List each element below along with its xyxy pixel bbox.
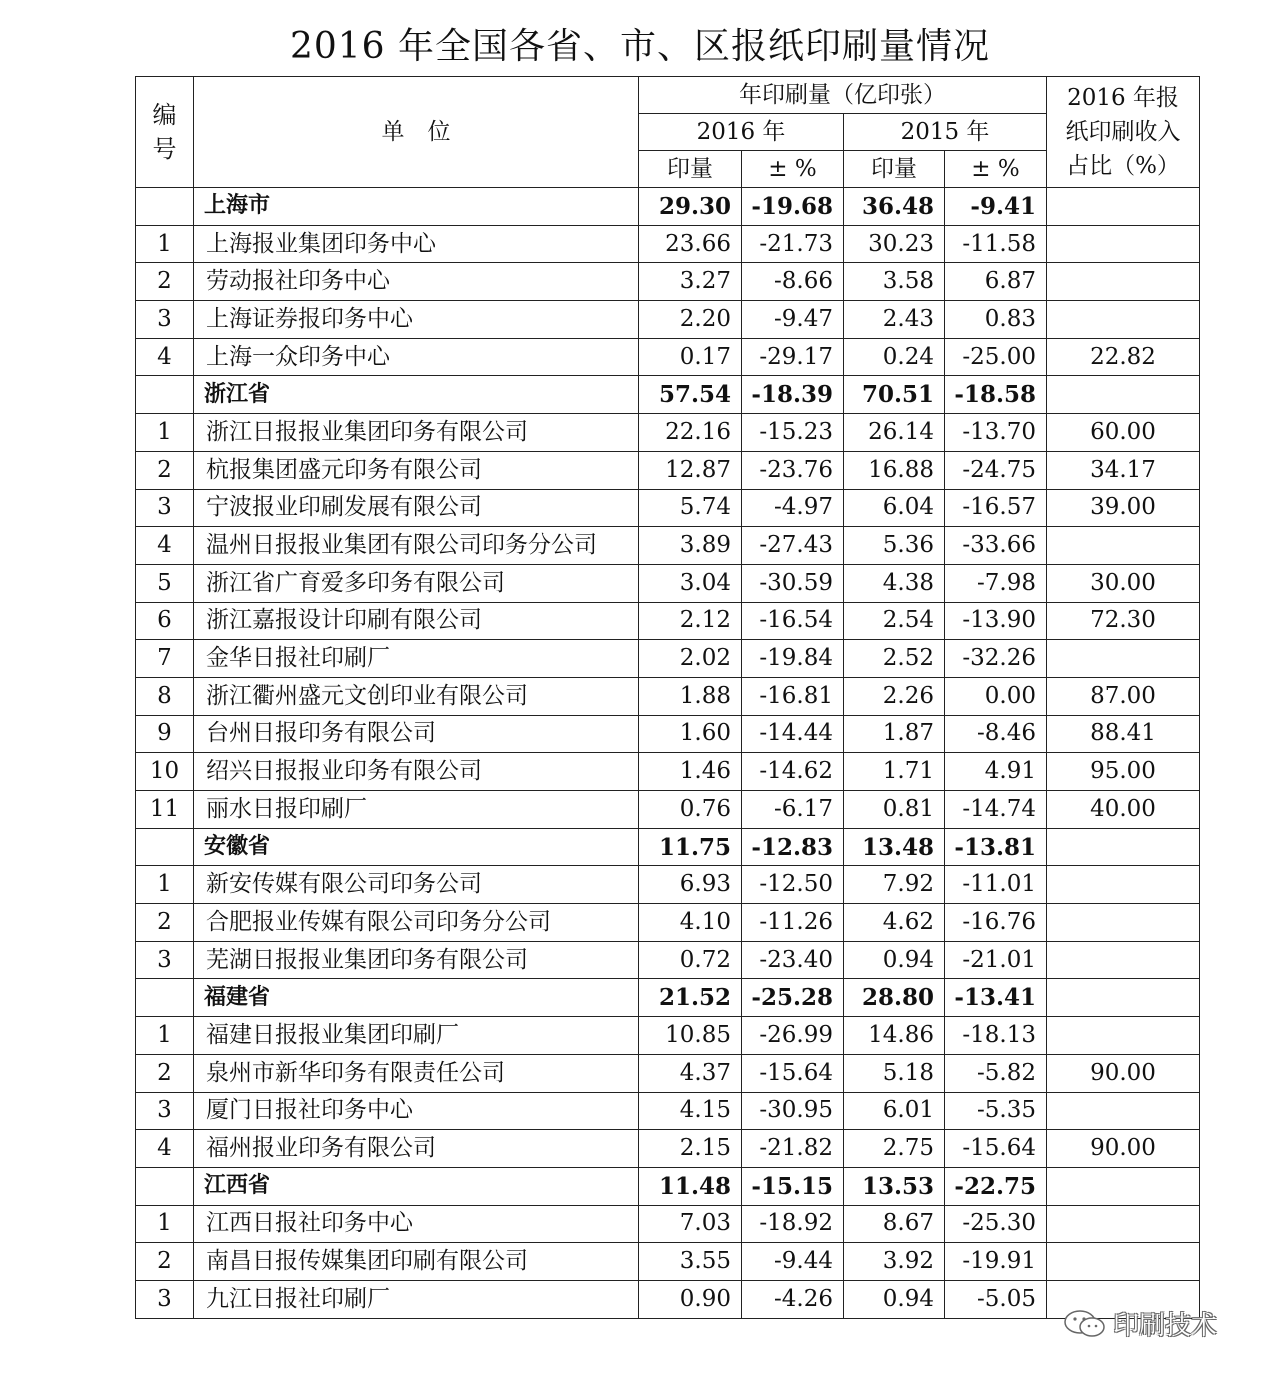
cell-print-2015: 8.67: [844, 1205, 945, 1243]
cell-print-2016: 2.12: [639, 602, 742, 640]
cell-no: 8: [136, 677, 194, 715]
cell-change-2015: -33.66: [945, 527, 1047, 565]
cell-print-2016: 5.74: [639, 489, 742, 527]
cell-change-2016: -30.95: [742, 1092, 844, 1130]
cell-print-2015: 7.92: [844, 866, 945, 904]
cell-print-2016: 7.03: [639, 1205, 742, 1243]
cell-change-2015: -13.41: [945, 979, 1047, 1017]
cell-share: 95.00: [1047, 753, 1200, 791]
cell-no: [136, 979, 194, 1017]
cell-change-2015: -19.91: [945, 1243, 1047, 1281]
cell-share: [1047, 640, 1200, 678]
cell-change-2015: -25.00: [945, 338, 1047, 376]
cell-change-2016: -21.73: [742, 225, 844, 263]
table-row: [136, 640, 1200, 678]
cell-print-2016: 4.15: [639, 1092, 742, 1130]
cell-print-2016: 0.72: [639, 941, 742, 979]
cell-no: [136, 828, 194, 866]
cell-no: [136, 1167, 194, 1205]
header-no: 编号: [136, 77, 194, 188]
cell-no: 1: [136, 225, 194, 263]
cell-print-2016: 1.46: [639, 753, 742, 791]
cell-share: 90.00: [1047, 1054, 1200, 1092]
table-row: [136, 225, 1200, 263]
cell-print-2015: 2.43: [844, 301, 945, 339]
cell-change-2016: -16.81: [742, 677, 844, 715]
cell-change-2016: -27.43: [742, 527, 844, 565]
cell-print-2015: 36.48: [844, 188, 945, 226]
cell-name: 丽水日报印刷厂: [194, 791, 639, 829]
cell-change-2015: -14.74: [945, 791, 1047, 829]
cell-change-2015: 0.00: [945, 677, 1047, 715]
cell-name: 上海证券报印务中心: [194, 301, 639, 339]
table-row: [136, 1205, 1200, 1243]
cell-print-2015: 4.62: [844, 904, 945, 942]
cell-print-2016: 12.87: [639, 451, 742, 489]
cell-name: 厦门日报社印务中心: [194, 1092, 639, 1130]
cell-no: 4: [136, 527, 194, 565]
cell-change-2016: -4.26: [742, 1280, 844, 1318]
cell-share: [1047, 941, 1200, 979]
cell-name: 泉州市新华印务有限责任公司: [194, 1054, 639, 1092]
table-row: [136, 904, 1200, 942]
cell-no: 2: [136, 1243, 194, 1281]
cell-name: 江西日报社印务中心: [194, 1205, 639, 1243]
cell-share: 40.00: [1047, 791, 1200, 829]
cell-no: 6: [136, 602, 194, 640]
cell-change-2015: 6.87: [945, 263, 1047, 301]
cell-print-2016: 3.89: [639, 527, 742, 565]
cell-print-2016: 4.10: [639, 904, 742, 942]
cell-change-2015: -5.05: [945, 1280, 1047, 1318]
header-2015: 2015 年: [844, 114, 1047, 151]
cell-no: 2: [136, 1054, 194, 1092]
cell-no: 9: [136, 715, 194, 753]
cell-print-2015: 2.26: [844, 677, 945, 715]
cell-change-2015: -16.57: [945, 489, 1047, 527]
cell-change-2015: 4.91: [945, 753, 1047, 791]
cell-share: 72.30: [1047, 602, 1200, 640]
watermark-text: 印刷技术: [1113, 1311, 1218, 1341]
cell-no: 3: [136, 1092, 194, 1130]
table-row: [136, 1092, 1200, 1130]
cell-print-2015: 28.80: [844, 979, 945, 1017]
cell-print-2016: 21.52: [639, 979, 742, 1017]
cell-change-2016: -16.54: [742, 602, 844, 640]
cell-no: 3: [136, 489, 194, 527]
cell-print-2016: 1.60: [639, 715, 742, 753]
wechat-icon: [1063, 1309, 1107, 1339]
cell-no: 5: [136, 564, 194, 602]
cell-share: [1047, 263, 1200, 301]
cell-change-2015: -13.70: [945, 414, 1047, 452]
cell-no: 4: [136, 338, 194, 376]
province-row: [136, 979, 1200, 1017]
cell-change-2016: -9.47: [742, 301, 844, 339]
cell-change-2016: -8.66: [742, 263, 844, 301]
province-row: [136, 376, 1200, 414]
cell-print-2016: 2.15: [639, 1130, 742, 1168]
cell-change-2015: -11.01: [945, 866, 1047, 904]
cell-share: [1047, 527, 1200, 565]
province-row: [136, 1167, 1200, 1205]
cell-change-2016: -29.17: [742, 338, 844, 376]
cell-share: [1047, 376, 1200, 414]
cell-no: 1: [136, 866, 194, 904]
cell-name: 南昌日报传媒集团印刷有限公司: [194, 1243, 639, 1281]
cell-change-2015: -8.46: [945, 715, 1047, 753]
cell-share: 39.00: [1047, 489, 1200, 527]
cell-print-2015: 0.94: [844, 941, 945, 979]
cell-change-2016: -15.64: [742, 1054, 844, 1092]
cell-print-2015: 30.23: [844, 225, 945, 263]
cell-name: 新安传媒有限公司印务公司: [194, 866, 639, 904]
cell-change-2015: -18.58: [945, 376, 1047, 414]
table-row: [136, 753, 1200, 791]
cell-change-2016: -11.26: [742, 904, 844, 942]
table-row: [136, 791, 1200, 829]
table-row: [136, 489, 1200, 527]
cell-share: 34.17: [1047, 451, 1200, 489]
cell-change-2016: -12.50: [742, 866, 844, 904]
cell-print-2016: 1.88: [639, 677, 742, 715]
page-title: 2016 年全国各省、市、区报纸印刷量情况: [289, 26, 991, 67]
watermark: [1063, 1305, 1217, 1342]
cell-share: [1047, 904, 1200, 942]
cell-change-2016: -12.83: [742, 828, 844, 866]
table-row: [136, 677, 1200, 715]
cell-print-2015: 13.53: [844, 1167, 945, 1205]
cell-change-2016: -23.40: [742, 941, 844, 979]
cell-change-2015: -5.35: [945, 1092, 1047, 1130]
table-row: [136, 338, 1200, 376]
cell-name: 合肥报业传媒有限公司印务分公司: [194, 904, 639, 942]
cell-change-2015: 0.83: [945, 301, 1047, 339]
cell-print-2015: 5.36: [844, 527, 945, 565]
cell-change-2016: -19.84: [742, 640, 844, 678]
cell-print-2016: 3.55: [639, 1243, 742, 1281]
cell-print-2016: 0.76: [639, 791, 742, 829]
cell-no: [136, 188, 194, 226]
cell-print-2016: 3.04: [639, 564, 742, 602]
table-row: [136, 1054, 1200, 1092]
cell-print-2015: 26.14: [844, 414, 945, 452]
table-row: [136, 1280, 1200, 1318]
cell-no: 1: [136, 1205, 194, 1243]
cell-share: 30.00: [1047, 564, 1200, 602]
cell-name: 浙江省广育爱多印务有限公司: [194, 564, 639, 602]
cell-no: 4: [136, 1130, 194, 1168]
cell-print-2016: 11.75: [639, 828, 742, 866]
cell-change-2015: -21.01: [945, 941, 1047, 979]
header-unit: 单 位: [194, 77, 639, 188]
table-row: [136, 451, 1200, 489]
cell-name: 安徽省: [194, 828, 639, 866]
cell-name: 宁波报业印刷发展有限公司: [194, 489, 639, 527]
cell-name: 福建日报报业集团印刷厂: [194, 1017, 639, 1055]
cell-change-2015: -11.58: [945, 225, 1047, 263]
cell-print-2015: 2.54: [844, 602, 945, 640]
cell-name: 九江日报社印刷厂: [194, 1280, 639, 1318]
cell-print-2016: 0.90: [639, 1280, 742, 1318]
cell-share: [1047, 866, 1200, 904]
cell-name: 劳动报社印务中心: [194, 263, 639, 301]
header-print-2016: 印量: [639, 151, 742, 188]
cell-change-2015: -16.76: [945, 904, 1047, 942]
cell-name: 上海市: [194, 188, 639, 226]
cell-print-2015: 0.94: [844, 1280, 945, 1318]
cell-change-2016: -18.92: [742, 1205, 844, 1243]
cell-name: 浙江省: [194, 376, 639, 414]
cell-share: [1047, 1167, 1200, 1205]
cell-no: 1: [136, 414, 194, 452]
cell-no: 3: [136, 1280, 194, 1318]
cell-name: 福州报业印务有限公司: [194, 1130, 639, 1168]
header-2016: 2016 年: [639, 114, 844, 151]
cell-print-2015: 1.87: [844, 715, 945, 753]
cell-print-2015: 2.75: [844, 1130, 945, 1168]
cell-name: 江西省: [194, 1167, 639, 1205]
cell-print-2016: 2.02: [639, 640, 742, 678]
cell-print-2016: 10.85: [639, 1017, 742, 1055]
cell-no: 11: [136, 791, 194, 829]
cell-share: 88.41: [1047, 715, 1200, 753]
table-row: [136, 941, 1200, 979]
cell-change-2015: -18.13: [945, 1017, 1047, 1055]
cell-print-2015: 2.52: [844, 640, 945, 678]
cell-print-2015: 3.58: [844, 263, 945, 301]
cell-share: [1047, 301, 1200, 339]
cell-no: 3: [136, 941, 194, 979]
cell-print-2016: 57.54: [639, 376, 742, 414]
table-row: [136, 527, 1200, 565]
cell-change-2016: -6.17: [742, 791, 844, 829]
cell-change-2015: -15.64: [945, 1130, 1047, 1168]
cell-change-2016: -9.44: [742, 1243, 844, 1281]
cell-name: 上海报业集团印务中心: [194, 225, 639, 263]
cell-print-2016: 0.17: [639, 338, 742, 376]
cell-no: 1: [136, 1017, 194, 1055]
cell-change-2016: -14.62: [742, 753, 844, 791]
cell-change-2016: -15.23: [742, 414, 844, 452]
cell-name: 浙江衢州盛元文创印业有限公司: [194, 677, 639, 715]
cell-name: 杭报集团盛元印务有限公司: [194, 451, 639, 489]
cell-print-2015: 70.51: [844, 376, 945, 414]
cell-change-2016: -23.76: [742, 451, 844, 489]
cell-share: [1047, 828, 1200, 866]
cell-name: 福建省: [194, 979, 639, 1017]
table-row: [136, 301, 1200, 339]
cell-print-2016: 3.27: [639, 263, 742, 301]
cell-name: 浙江日报报业集团印务有限公司: [194, 414, 639, 452]
cell-print-2015: 5.18: [844, 1054, 945, 1092]
cell-share: 60.00: [1047, 414, 1200, 452]
cell-share: [1047, 1092, 1200, 1130]
cell-print-2016: 4.37: [639, 1054, 742, 1092]
cell-change-2016: -30.59: [742, 564, 844, 602]
cell-change-2016: -19.68: [742, 188, 844, 226]
table-row: [136, 602, 1200, 640]
cell-share: [1047, 979, 1200, 1017]
table-row: [136, 1017, 1200, 1055]
table-row: [136, 715, 1200, 753]
cell-share: [1047, 1205, 1200, 1243]
cell-change-2016: -14.44: [742, 715, 844, 753]
cell-change-2015: -13.81: [945, 828, 1047, 866]
cell-print-2015: 6.01: [844, 1092, 945, 1130]
cell-print-2016: 6.93: [639, 866, 742, 904]
table-row: [136, 1130, 1200, 1168]
cell-print-2015: 1.71: [844, 753, 945, 791]
table-row: [136, 866, 1200, 904]
cell-no: 2: [136, 904, 194, 942]
cell-share: 90.00: [1047, 1130, 1200, 1168]
cell-print-2015: 6.04: [844, 489, 945, 527]
cell-name: 金华日报社印刷厂: [194, 640, 639, 678]
cell-print-2016: 11.48: [639, 1167, 742, 1205]
cell-change-2015: -13.90: [945, 602, 1047, 640]
cell-no: 2: [136, 263, 194, 301]
header-change-2016: ± %: [742, 151, 844, 188]
cell-name: 芜湖日报报业集团印务有限公司: [194, 941, 639, 979]
table-body: [136, 188, 1200, 1319]
cell-change-2016: -26.99: [742, 1017, 844, 1055]
header-share: 2016 年报纸印刷收入占比（%）: [1047, 77, 1200, 188]
cell-print-2016: 23.66: [639, 225, 742, 263]
cell-print-2015: 13.48: [844, 828, 945, 866]
header-print-2015: 印量: [844, 151, 945, 188]
cell-share: [1047, 1243, 1200, 1281]
cell-share: [1047, 188, 1200, 226]
table-header: [136, 77, 1200, 188]
cell-print-2016: 2.20: [639, 301, 742, 339]
cell-change-2016: -4.97: [742, 489, 844, 527]
cell-no: 3: [136, 301, 194, 339]
cell-print-2015: 3.92: [844, 1243, 945, 1281]
cell-change-2015: -24.75: [945, 451, 1047, 489]
cell-change-2016: -15.15: [742, 1167, 844, 1205]
cell-print-2015: 16.88: [844, 451, 945, 489]
cell-print-2015: 0.24: [844, 338, 945, 376]
table-row: [136, 564, 1200, 602]
cell-change-2016: -21.82: [742, 1130, 844, 1168]
cell-name: 浙江嘉报设计印刷有限公司: [194, 602, 639, 640]
cell-change-2015: -7.98: [945, 564, 1047, 602]
cell-print-2016: 29.30: [639, 188, 742, 226]
cell-print-2016: 22.16: [639, 414, 742, 452]
table-row: [136, 263, 1200, 301]
cell-name: 绍兴日报报业印务有限公司: [194, 753, 639, 791]
cell-no: 7: [136, 640, 194, 678]
cell-change-2016: -25.28: [742, 979, 844, 1017]
header-change-2015: ± %: [945, 151, 1047, 188]
cell-name: 上海一众印务中心: [194, 338, 639, 376]
cell-change-2015: -9.41: [945, 188, 1047, 226]
cell-no: 2: [136, 451, 194, 489]
cell-change-2015: -5.82: [945, 1054, 1047, 1092]
table-row: [136, 414, 1200, 452]
cell-share: 22.82: [1047, 338, 1200, 376]
cell-change-2015: -25.30: [945, 1205, 1047, 1243]
cell-no: 10: [136, 753, 194, 791]
province-row: [136, 828, 1200, 866]
print-volume-table: [135, 76, 1200, 1319]
cell-print-2015: 4.38: [844, 564, 945, 602]
cell-change-2015: -32.26: [945, 640, 1047, 678]
cell-change-2016: -18.39: [742, 376, 844, 414]
cell-no: [136, 376, 194, 414]
cell-print-2015: 0.81: [844, 791, 945, 829]
cell-share: [1047, 1017, 1200, 1055]
cell-share: [1047, 225, 1200, 263]
cell-name: 台州日报印务有限公司: [194, 715, 639, 753]
province-row: [136, 188, 1200, 226]
header-volume-group: 年印刷量（亿印张）: [639, 77, 1047, 114]
cell-name: 温州日报报业集团有限公司印务分公司: [194, 527, 639, 565]
cell-print-2015: 14.86: [844, 1017, 945, 1055]
cell-share: 87.00: [1047, 677, 1200, 715]
table-row: [136, 1243, 1200, 1281]
cell-change-2015: -22.75: [945, 1167, 1047, 1205]
